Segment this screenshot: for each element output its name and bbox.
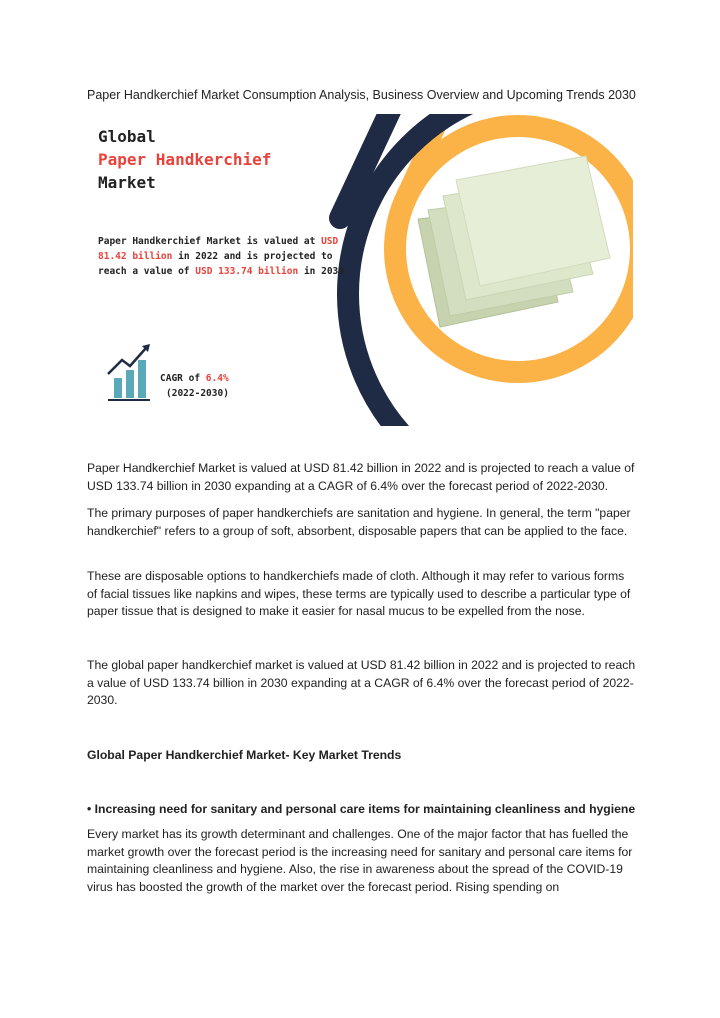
- stat-text: in 2030: [303, 266, 344, 277]
- market-infographic: [88, 114, 633, 426]
- paragraph-disposable: These are disposable options to handkerchiefs made of cloth. Although it may refer to various forms of facial tissues like napkins and wipes, these terms are typically used to describe a particular type of paper tissue that is designed to make it easier for nasal mucus to be expelled from the nose.: [87, 569, 631, 618]
- infographic-heading-line2: Paper Handkerchief: [98, 150, 272, 169]
- paragraph-market-value: Paper Handkerchief Market is valued at USD 81.42 billion in 2022 and is projected to reach a value of USD 133.74 billion in 2030 expanding at a CAGR of 6.4% over the forecast period of 2022-2030.: [87, 461, 635, 493]
- stat-text: reach a value of: [98, 266, 190, 277]
- cagr-line: [160, 373, 229, 384]
- cagr-label: CAGR of: [160, 373, 201, 384]
- infographic-stat-line3: [98, 264, 344, 279]
- infographic-heading-line1: Global: [98, 127, 156, 146]
- paragraph-global-market: The global paper handkerchief market is valued at USD 81.42 billion in 2022 and is projected to reach a value of USD 133.74 billion in 2030 expanding at a CAGR of 6.4% over the forecast period of 2022-2030.: [87, 658, 636, 707]
- stat-text: Paper Handkerchief Market is valued at: [98, 236, 316, 247]
- document-title: Paper Handkerchief Market Consumption Analysis, Business Overview and Upcoming Trends 2030: [87, 88, 636, 102]
- infographic-stat-line2: [98, 249, 333, 264]
- section-heading-key-trends: Global Paper Handkerchief Market- Key Market Trends: [87, 748, 402, 762]
- bullet-heading-sanitary: • Increasing need for sanitary and personal care items for maintaining cleanliness and hygiene: [87, 802, 636, 816]
- stat-value-currency: USD: [321, 236, 339, 247]
- cagr-value: 6.4%: [205, 373, 229, 384]
- infographic-stat-line1: [98, 234, 338, 249]
- infographic-heading-line3: Market: [98, 173, 156, 192]
- paragraph-purpose: The primary purposes of paper handkerchiefs are sanitation and hygiene. In general, the term "paper handkerchief" refers to a group of soft, absorbent, disposable papers that can be applied to the face.: [87, 506, 631, 538]
- cagr-period: (2022-2030): [166, 388, 229, 399]
- stat-text: in 2022 and is projected to: [178, 251, 333, 262]
- paragraph-growth-determinant: Every market has its growth determinant and challenges. One of the major factor that has fuelled the market growth over the forecast period is the increasing need for sanitary and personal care items for maintaining cleanliness and hygiene. Also, the rise in awareness about the spread of the COVID-19 virus has boosted the growth of the market over the forecast period. Rising spending on: [87, 827, 633, 894]
- growth-chart-icon: [108, 344, 150, 400]
- stat-value-2022: 81.42 billion: [98, 251, 173, 262]
- stat-value-2030: USD 133.74 billion: [195, 266, 299, 277]
